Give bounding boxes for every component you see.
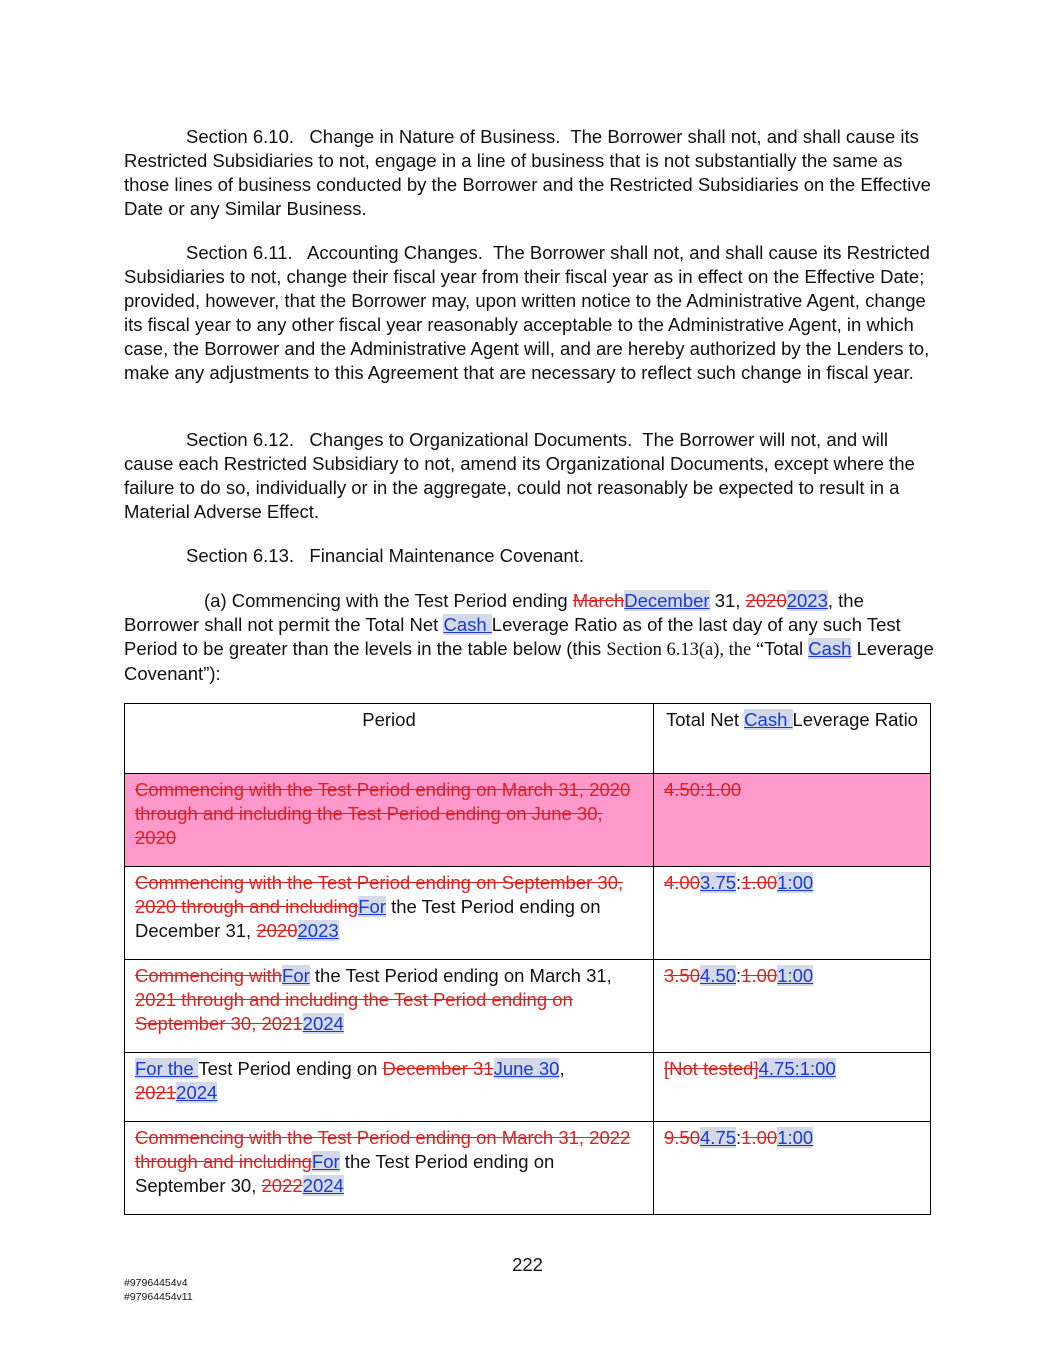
table-header-row <box>125 704 931 774</box>
period-cell <box>125 774 654 867</box>
period-cell <box>125 867 654 960</box>
deleted-text: 1.00 <box>741 1127 778 1148</box>
inserted-text: 1:00 <box>777 872 814 893</box>
table-row <box>125 774 931 867</box>
inserted-text: For <box>282 965 310 986</box>
inserted-text: 4.50 <box>700 965 737 986</box>
deleted-text: Commencing with the Test Period ending on March 31, 2020 through and including the Test Period ending on June 30, 2020 <box>135 779 631 848</box>
document-id: #97964454v4 <box>124 1277 188 1289</box>
text: Total Net <box>666 709 745 730</box>
section-label: Section 6.13. <box>186 545 294 566</box>
covenant-paragraph-a <box>124 589 934 686</box>
inserted-text: 4.75 <box>700 1127 737 1148</box>
inserted-text: For the <box>135 1058 199 1079</box>
inserted-text: 2024 <box>302 1013 344 1034</box>
text: Test Period ending on <box>198 1058 383 1079</box>
section-body: The Borrower shall not, and shall cause its Restricted Subsidiaries to not, change their fiscal year from their fiscal year as in effect on the Effective Date; provided, however, that the Borrower may, upon written notice to the Administrative Agent, change its fiscal year to any other fiscal year reasonably acceptable to the Administrative Agent, in which case, the Borrower and the Administrative Agent will, and are hereby authorized by the Lenders to, make any adjustments to this Agreement that are necessary to reflect such change in fiscal year. <box>124 242 930 383</box>
section-title: Changes to Organizational Documents. <box>309 429 633 450</box>
text: Leverage Ratio <box>792 709 918 730</box>
inserted-text: 2023 <box>786 590 828 611</box>
text: ”): <box>203 663 221 684</box>
text: : <box>736 872 742 893</box>
defined-term: Leverage Covenant <box>124 638 934 684</box>
deleted-text: 2020 <box>745 590 787 611</box>
inserted-text: 2024 <box>176 1082 218 1103</box>
section-title: Change in Nature of Business. <box>309 126 561 147</box>
section-label: Section 6.11. <box>186 242 293 263</box>
section-title: Accounting Changes. <box>307 242 483 263</box>
table-row <box>125 960 931 1053</box>
text: , <box>559 1058 565 1079</box>
text: the Test Period ending on December 31, <box>135 896 601 941</box>
deleted-text: 2021 through and including the Test Period ending on September 30, 2021 <box>135 989 573 1034</box>
period-cell <box>125 1053 654 1122</box>
header-period: Period <box>125 704 654 774</box>
section-body: The Borrower will not, and will cause each Restricted Subsidiary to not, amend its Organizational Documents, except where the failure to do so, individually or in the aggregate, could not reasonably be expected to result in a Material Adverse Effect. <box>124 429 915 522</box>
deleted-text: Commencing with <box>135 965 283 986</box>
deleted-text: March <box>572 590 625 611</box>
deleted-text: Commencing with the Test Period ending on September 30, 2020 through and including <box>135 872 624 917</box>
deleted-text: 2021 <box>135 1082 177 1103</box>
section-6-11 <box>124 241 934 385</box>
deleted-text: Commencing with the Test Period ending on March 31, 2022 through and including <box>135 1127 631 1172</box>
deleted-text: 1.00 <box>741 872 778 893</box>
deleted-text: 4.50:1.00 <box>664 779 742 800</box>
ratio-cell <box>654 1053 931 1122</box>
inserted-text: 4.75:1:00 <box>758 1058 836 1079</box>
page-number: 222 <box>512 1254 543 1275</box>
ratio-cell <box>654 867 931 960</box>
deleted-text: December 31 <box>382 1058 494 1079</box>
section-6-10 <box>124 125 934 221</box>
section-title: Financial Maintenance Covenant. <box>309 545 585 566</box>
section-body: The Borrower shall not, and shall cause its Restricted Subsidiaries to not, engage in a line of business that is not substantially the same as those lines of business conducted by the Borrower and the Restricted Subsidiaries on the Effective Date or any Similar Business. <box>124 126 931 219</box>
text: the Test Period ending on September 30, <box>135 1151 555 1196</box>
document-id: #97964454v11 <box>124 1291 193 1303</box>
inserted-text: Cash <box>744 709 793 730</box>
inserted-text: Cash <box>443 614 492 635</box>
inserted-text: 2023 <box>297 920 339 941</box>
period-cell <box>125 1122 654 1215</box>
text: : <box>736 1127 742 1148</box>
deleted-text: 3.50 <box>664 965 701 986</box>
leverage-ratio-table <box>124 703 931 1215</box>
period-cell <box>125 960 654 1053</box>
header-ratio <box>654 704 931 774</box>
text: 31, <box>709 590 746 611</box>
ratio-cell <box>654 960 931 1053</box>
deleted-text: 1.00 <box>741 965 778 986</box>
deleted-text: [Not tested] <box>664 1058 759 1079</box>
section-6-13 <box>124 544 934 568</box>
text: the Test Period ending on March 31, <box>309 965 612 986</box>
ratio-cell <box>654 774 931 867</box>
inserted-text: 2024 <box>302 1175 344 1196</box>
inserted-text: Cash <box>808 638 852 659</box>
deleted-text: 2022 <box>261 1175 303 1196</box>
inserted-text: For <box>311 1151 340 1172</box>
table-row <box>125 1122 931 1215</box>
section-reference: Section 6.13(a), the “ <box>606 640 765 660</box>
section-label: Section 6.12. <box>186 429 294 450</box>
text: (a) Commencing with the Test Period ending <box>204 590 573 611</box>
inserted-text: December <box>624 590 710 611</box>
table-row <box>125 1053 931 1122</box>
deleted-text: 4.00 <box>664 872 701 893</box>
text: Leverage Ratio as of the last day of any such Test Period to be greater than the levels in the table below (this <box>124 614 901 659</box>
section-6-12 <box>124 428 934 524</box>
ratio-cell <box>654 1122 931 1215</box>
inserted-text: June 30 <box>493 1058 560 1079</box>
text: , the Borrower shall not permit the Total Net <box>124 590 864 635</box>
text: Total <box>764 638 809 659</box>
table-row <box>125 867 931 960</box>
inserted-text: 1:00 <box>777 1127 814 1148</box>
deleted-text: 9.50 <box>664 1127 701 1148</box>
deleted-text: 2020 <box>256 920 298 941</box>
section-label: Section 6.10. <box>186 126 294 147</box>
inserted-text: For <box>358 896 386 917</box>
inserted-text: 3.75 <box>700 872 737 893</box>
inserted-text: 1:00 <box>777 965 814 986</box>
text: : <box>736 965 742 986</box>
